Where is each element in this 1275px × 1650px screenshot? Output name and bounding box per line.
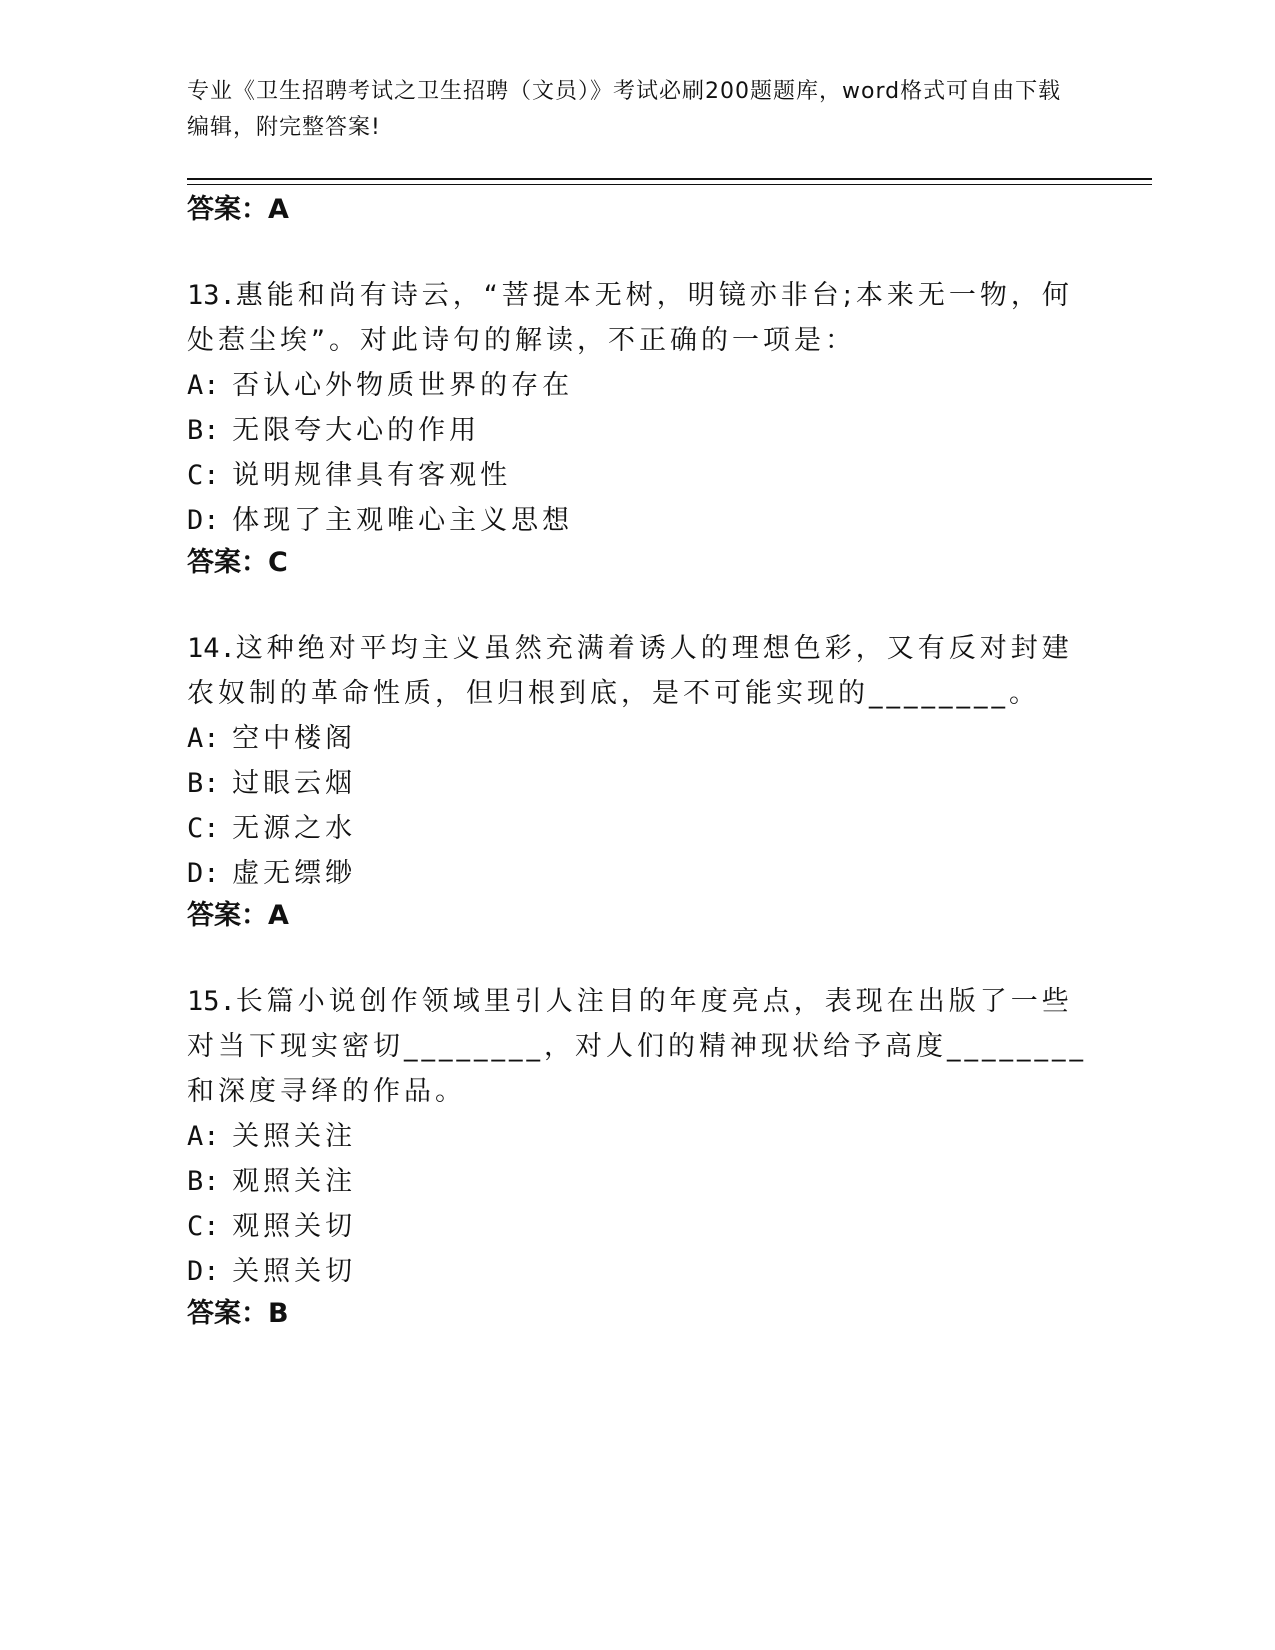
question-list bbox=[187, 190, 1087, 1334]
option-label: D: bbox=[187, 1256, 220, 1287]
option-c bbox=[187, 453, 1087, 498]
option-c bbox=[187, 806, 1087, 851]
option-label: B: bbox=[187, 768, 220, 799]
option-label: D: bbox=[187, 505, 220, 536]
option-label: D: bbox=[187, 858, 220, 889]
option-text: 虚无缥缈 bbox=[232, 858, 357, 889]
question-number: 14. bbox=[187, 633, 236, 664]
option-d bbox=[187, 1249, 1087, 1294]
header-rule-thin bbox=[187, 184, 1152, 185]
option-text: 观照关注 bbox=[232, 1166, 357, 1197]
option-text: 关照关注 bbox=[232, 1121, 357, 1152]
question-text bbox=[187, 979, 1087, 1114]
question-text bbox=[187, 273, 1087, 363]
question-block bbox=[187, 273, 1087, 583]
option-text: 体现了主观唯心主义思想 bbox=[232, 505, 574, 536]
option-text: 关照关切 bbox=[232, 1256, 357, 1287]
question-body: 这种绝对平均主义虽然充满着诱人的理想色彩，又有反对封建农奴制的革命性质，但归根到底，是不可能实现的________。 bbox=[187, 633, 1073, 709]
page-header: 专业《卫生招聘考试之卫生招聘（文员）》考试必刷200题题库，word格式可自由下载编辑，附完整答案! bbox=[187, 79, 1062, 140]
answer-line: 答案：B bbox=[187, 1298, 289, 1329]
option-c bbox=[187, 1204, 1087, 1249]
option-label: C: bbox=[187, 1211, 220, 1242]
option-label: B: bbox=[187, 415, 220, 446]
option-d bbox=[187, 851, 1087, 896]
option-d bbox=[187, 498, 1087, 543]
question-body: 长篇小说创作领域里引人注目的年度亮点，表现在出版了一些对当下现实密切________，对人们的精神现状给予高度________和深度寻绎的作品。 bbox=[187, 986, 1087, 1107]
option-text: 空中楼阁 bbox=[232, 723, 357, 754]
option-a bbox=[187, 716, 1087, 761]
question-number: 15. bbox=[187, 986, 236, 1017]
question-text bbox=[187, 626, 1087, 716]
option-label: A: bbox=[187, 723, 220, 754]
option-label: C: bbox=[187, 460, 220, 491]
option-text: 无源之水 bbox=[232, 813, 357, 844]
answer-line: 答案：A bbox=[187, 900, 289, 931]
question-number: 13. bbox=[187, 280, 236, 311]
question-block bbox=[187, 979, 1087, 1334]
question-block bbox=[187, 626, 1087, 936]
option-a bbox=[187, 1114, 1087, 1159]
option-b bbox=[187, 408, 1087, 453]
answer-line: 答案：C bbox=[187, 547, 288, 578]
question-body: 惠能和尚有诗云，“菩提本无树，明镜亦非台;本来无一物，何处惹尘埃”。对此诗句的解读，不正确的一项是： bbox=[187, 280, 1073, 356]
option-label: A: bbox=[187, 370, 220, 401]
option-text: 观照关切 bbox=[232, 1211, 357, 1242]
option-text: 说明规律具有客观性 bbox=[232, 460, 512, 491]
option-b bbox=[187, 1159, 1087, 1204]
option-text: 无限夸大心的作用 bbox=[232, 415, 481, 446]
option-text: 否认心外物质世界的存在 bbox=[232, 370, 574, 401]
option-a bbox=[187, 363, 1087, 408]
option-label: C: bbox=[187, 813, 220, 844]
header-rule-thick bbox=[187, 178, 1152, 180]
option-label: B: bbox=[187, 1166, 220, 1197]
option-label: A: bbox=[187, 1121, 220, 1152]
answer-line: 答案：A bbox=[187, 194, 289, 225]
option-text: 过眼云烟 bbox=[232, 768, 357, 799]
option-b bbox=[187, 761, 1087, 806]
